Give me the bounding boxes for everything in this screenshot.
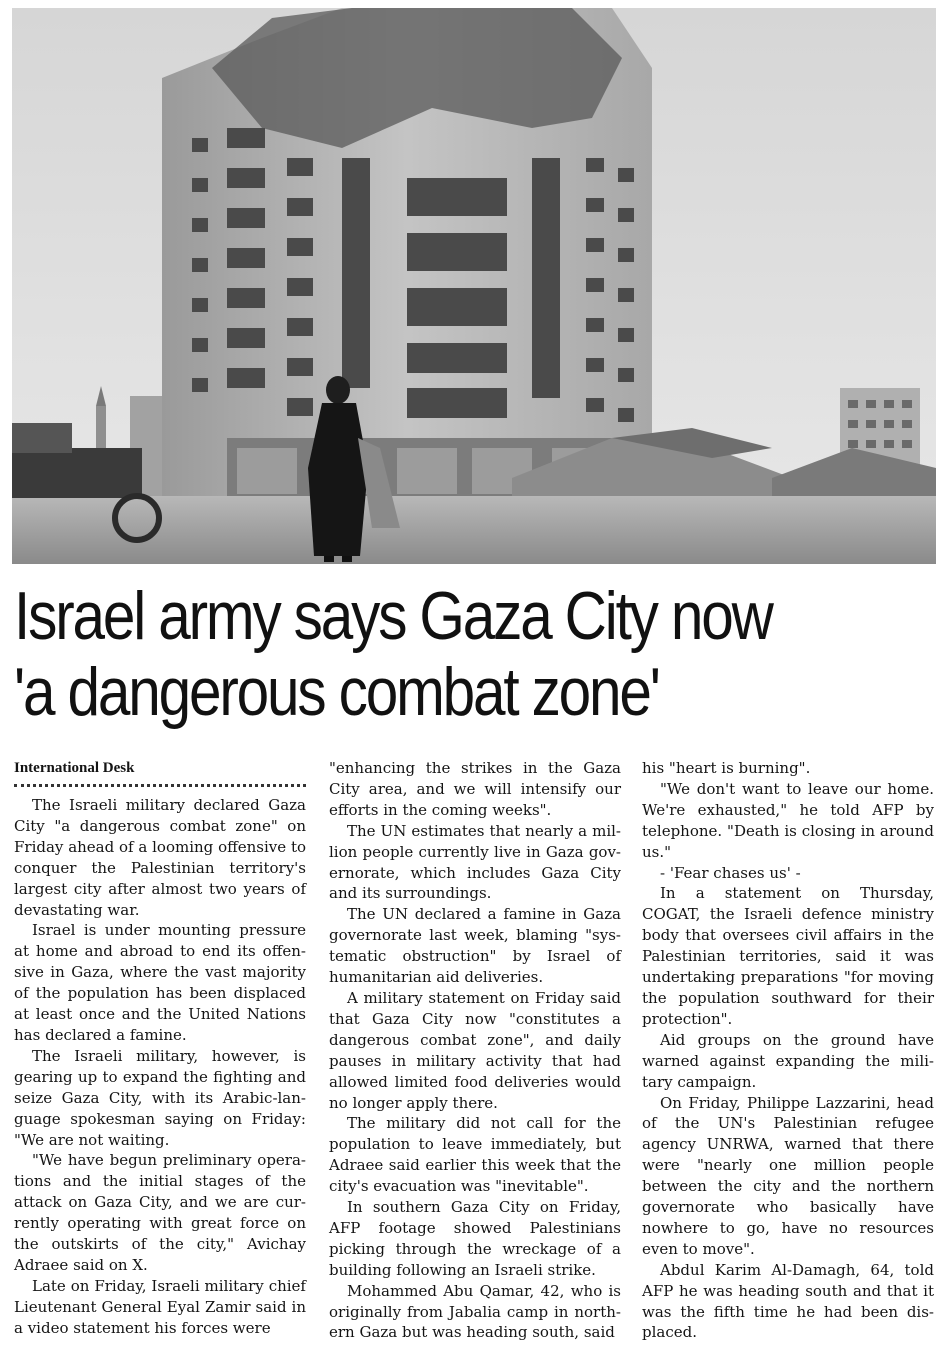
photo-icon (12, 8, 936, 564)
paragraph: The UN declared a famine in Gaza governorate last week, blaming "systematic obstruction" by Israel of humanitarian aid deliveries. (329, 905, 621, 987)
paragraph: "We don't want to leave our home. We're exhausted," he told AFP by telephone. "Death is closing in around us." (642, 779, 934, 861)
headline-line-2: 'a dangerous combat zone' (14, 654, 659, 730)
paragraph: The Israeli military, however, is gearing up to expand the fighting and seize Gaza City, with its Arabic-language spokesman saying on Friday: "We are not waiting. (14, 1046, 306, 1149)
paragraph: "enhancing the strikes in the Gaza City area, and we will intensify our efforts in the coming weeks". (329, 759, 621, 819)
article-column-3 (642, 758, 934, 1343)
paragraph: Israel is under mounting pressure at home and abroad to end its offensive in Gaza, where the vast majority of the population has been displaced at least once and the United Nations has declared a famine. (14, 921, 306, 1044)
paragraph: Late on Friday, Israeli military chief Lieutenant General Eyal Zamir said in a video statement his forces were (14, 1276, 306, 1337)
paragraph: "We have begun preliminary operations and the initial stages of the attack on Gaza City, and we are currently operating with great force on the outskirts of the city," Avichay Adraee said on X. (14, 1151, 306, 1274)
paragraph: Mohammed Abu Qamar, 42, who is originally from Jabalia camp in northern Gaza but was heading south, said (329, 1281, 621, 1342)
article-column-1 (14, 758, 306, 1339)
news-photo (12, 8, 936, 564)
paragraph: Aid groups on the ground have warned against expanding the military campaign. (642, 1030, 934, 1091)
headline-line-1: Israel army says Gaza City now (14, 578, 772, 654)
paragraph: In a statement on Thursday, COGAT, the Israeli defence ministry body that oversees civil affairs in the Palestinian territories, said it was undertaking preparations "for moving the population southward for their protection". (642, 884, 934, 1028)
paragraph: In southern Gaza City on Friday, AFP footage showed Palestinians picking through the wreckage of a building following an Israeli strike. (329, 1198, 621, 1279)
paragraph: A military statement on Friday said that Gaza City now "constitutes a dangerous combat zone", and daily pauses in military activity that had allowed limited food deliveries would no longer apply there. (329, 988, 621, 1112)
paragraph: The military did not call for the population to leave immediately, but Adraee said earlier this week that the city's evacuation was "inevitable". (329, 1114, 621, 1196)
byline: International Desk (14, 758, 306, 787)
paragraph: his "heart is burning". (642, 759, 811, 777)
paragraph: The UN estimates that nearly a million people currently live in Gaza governorate, which includes Gaza City and its surroundings. (329, 821, 621, 903)
subheading: - 'Fear chases us' - (660, 863, 801, 882)
article-column-2 (329, 758, 621, 1343)
paragraph: Abdul Karim Al-Damagh, 64, told AFP he was heading south and that it was the fifth time he had been displaced. (642, 1260, 934, 1342)
headline (14, 578, 809, 730)
paragraph: The Israeli military declared Gaza City "a dangerous combat zone" on Friday ahead of a looming offensive to conquer the Palestinian territory's largest city after almost two years of devastating war. (14, 796, 306, 919)
paragraph: On Friday, Philippe Lazzarini, head of the UN's Palestinian refugee agency UNRWA, warned that there were "nearly one million people between the city and the northern governorate who basically have nowhere to go, have no resources even to move". (642, 1093, 934, 1258)
